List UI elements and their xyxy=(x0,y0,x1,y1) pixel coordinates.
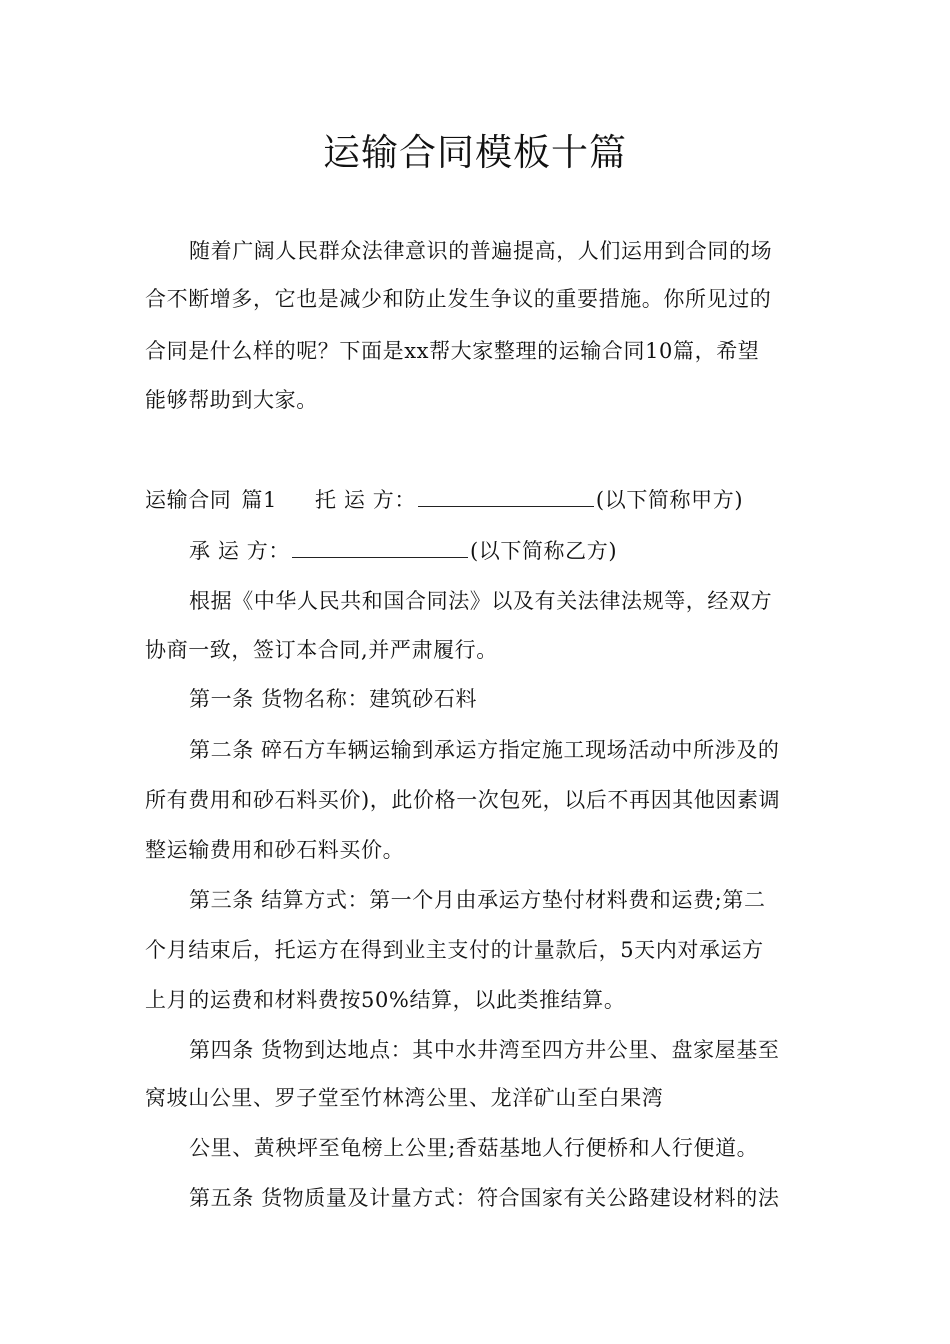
intro-line-3: 合同是什么样的呢？下面是xx帮大家整理的运输合同10篇，希望 xyxy=(145,339,760,363)
article-2-line-3: 整运输费用和砂石料买价。 xyxy=(145,838,405,862)
carrier-label: 承 运 方： xyxy=(189,539,290,563)
carrier-suffix: (以下简称乙方) xyxy=(469,539,618,563)
article-4-line-2: 窝坡山公里、罗子堂至竹林湾公里、龙洋矿山至白果湾 xyxy=(145,1086,664,1110)
article-4-line-1: 第四条 货物到达地点：其中水井湾至四方井公里、盘家屋基至 xyxy=(189,1038,780,1062)
shipper-suffix: (以下简称甲方) xyxy=(595,488,744,512)
article-3-line-3: 上月的运费和材料费按50%结算，以此类推结算。 xyxy=(145,988,626,1012)
intro-line-4: 能够帮助到大家。 xyxy=(145,388,318,412)
article-4-line-3: 公里、黄秧坪至龟榜上公里;香菇基地人行便桥和人行便道。 xyxy=(189,1136,759,1160)
article-3-line-2: 个月结束后，托运方在得到业主支付的计量款后，5天内对承运方 xyxy=(145,938,764,962)
section-heading-line xyxy=(145,485,815,515)
article-2-line-2: 所有费用和砂石料买价)，此价格一次包死，以后不再因其他因素调 xyxy=(145,788,781,812)
article-5-line-1: 第五条 货物质量及计量方式：符合国家有关公路建设材料的法 xyxy=(189,1186,780,1210)
shipper-blank xyxy=(418,488,594,507)
shipper-label: 托 运 方： xyxy=(314,488,416,512)
section-heading: 运输合同 xyxy=(145,488,232,512)
document-title: 运输合同模板十篇 xyxy=(323,131,627,174)
body-line-2: 协商一致，签订本合同,并严肃履行。 xyxy=(145,638,498,662)
article-3-line-1: 第三条 结算方式：第一个月由承运方垫付材料费和运费;第二 xyxy=(189,888,766,912)
intro-line-2: 合不断增多，它也是减少和防止发生争议的重要措施。你所见过的 xyxy=(145,287,772,311)
carrier-line xyxy=(189,536,859,566)
carrier-blank xyxy=(292,539,468,558)
body-line-1: 根据《中华人民共和国合同法》以及有关法律法规等，经双方 xyxy=(189,589,773,613)
intro-line-1: 随着广阔人民群众法律意识的普遍提高，人们运用到合同的场 xyxy=(189,239,773,263)
article-2-line-1: 第二条 碎石方车辆运输到承运方指定施工现场活动中所涉及的 xyxy=(189,738,780,762)
article-1: 第一条 货物名称：建筑砂石料 xyxy=(189,687,478,711)
section-number: 篇1 xyxy=(241,488,277,512)
